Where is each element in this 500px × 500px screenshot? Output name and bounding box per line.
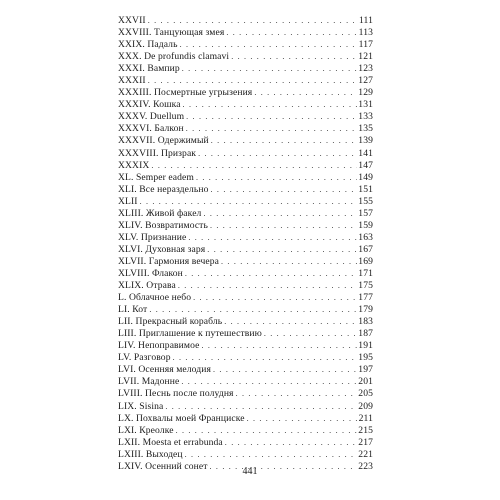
- toc-entry: [118, 292, 373, 304]
- toc-leader-dots: [254, 87, 357, 99]
- toc-leader-dots: [231, 51, 357, 63]
- toc-entry: [118, 87, 373, 99]
- toc-leader-dots: [225, 437, 358, 449]
- toc-entry-page: 201: [358, 376, 373, 388]
- toc-entry-title: LIX. Sisina: [118, 400, 164, 412]
- toc-entry: [118, 437, 373, 449]
- toc-entry: [118, 340, 373, 352]
- toc-leader-dots: [224, 316, 357, 328]
- table-of-contents: [118, 15, 373, 473]
- toc-leader-dots: [264, 328, 357, 340]
- toc-entry-title: XXXI. Вампир: [118, 63, 180, 75]
- toc-leader-dots: [188, 232, 357, 244]
- toc-leader-dots: [182, 63, 358, 75]
- toc-entry-title: XXXIX: [118, 159, 150, 171]
- toc-leader-dots: [186, 111, 357, 123]
- toc-leader-dots: [186, 123, 358, 135]
- toc-entry-page: 139: [358, 135, 373, 147]
- toc-entry-title: XLV. Признание: [118, 231, 187, 243]
- toc-entry-page: 149: [358, 171, 373, 183]
- toc-entry-title: LIV. Непоправимое: [118, 340, 200, 352]
- toc-entry: [118, 376, 373, 388]
- toc-entry-page: 133: [358, 111, 373, 123]
- toc-leader-dots: [185, 449, 358, 461]
- toc-entry-title: XL. Semper eadem: [118, 171, 194, 183]
- toc-entry-title: XXXIV. Кошка: [118, 99, 181, 111]
- toc-leader-dots: [185, 268, 357, 280]
- toc-entry-title: XXXVII. Одержимый: [118, 135, 209, 147]
- toc-entry-title: LVII. Мадонне: [118, 376, 180, 388]
- toc-entry-page: 129: [358, 87, 373, 99]
- toc-entry-page: 215: [358, 424, 373, 436]
- toc-leader-dots: [140, 196, 358, 208]
- toc-entry-page: 187: [358, 328, 373, 340]
- toc-entry-title: XXXIII. Посмертные угрызения: [118, 87, 253, 99]
- toc-entry-page: 159: [358, 219, 373, 231]
- toc-entry-page: 195: [358, 352, 373, 364]
- toc-entry-page: 147: [358, 159, 373, 171]
- toc-leader-dots: [203, 208, 357, 220]
- toc-entry-title: LXIII. Выходец: [118, 448, 183, 460]
- toc-entry-title: LIII. Приглашение к путешествию: [118, 328, 262, 340]
- toc-leader-dots: [210, 220, 357, 232]
- toc-leader-dots: [236, 388, 358, 400]
- toc-leader-dots: [207, 244, 357, 256]
- toc-entry-title: LII. Прекрасный корабль: [118, 316, 223, 328]
- toc-entry: [118, 268, 373, 280]
- toc-leader-dots: [148, 15, 358, 27]
- toc-entry-title: XLVI. Духовная заря: [118, 243, 206, 255]
- toc-entry: [118, 184, 373, 196]
- toc-entry: [118, 413, 373, 425]
- toc-entry: [118, 196, 373, 208]
- toc-entry-page: 177: [358, 292, 373, 304]
- toc-entry-title: XXXVIII. Призрак: [118, 147, 197, 159]
- toc-entry-page: 157: [358, 207, 373, 219]
- toc-entry: [118, 172, 373, 184]
- toc-leader-dots: [193, 292, 357, 304]
- toc-entry-title: XXXVI. Балкон: [118, 123, 184, 135]
- toc-entry-page: 167: [358, 243, 373, 255]
- toc-entry: [118, 388, 373, 400]
- toc-entry-title: XLI. Все нераздельно: [118, 183, 209, 195]
- toc-entry-page: 221: [358, 448, 373, 460]
- toc-leader-dots: [196, 172, 357, 184]
- toc-entry: [118, 99, 373, 111]
- toc-entry: [118, 316, 373, 328]
- toc-entry: [118, 123, 373, 135]
- toc-entry-title: XXIX. Падаль: [118, 39, 178, 51]
- toc-leader-dots: [213, 364, 357, 376]
- toc-entry: [118, 328, 373, 340]
- toc-leader-dots: [148, 75, 358, 87]
- toc-entry-page: 171: [358, 267, 373, 279]
- toc-entry-title: XLII: [118, 195, 138, 207]
- toc-leader-dots: [211, 135, 358, 147]
- toc-entry-title: XLIX. Отрава: [118, 280, 176, 292]
- toc-leader-dots: [151, 160, 357, 172]
- toc-entry: [118, 160, 373, 172]
- toc-entry: [118, 304, 373, 316]
- toc-entry-page: 151: [358, 183, 373, 195]
- toc-entry-title: XLVIII. Флакон: [118, 267, 183, 279]
- toc-leader-dots: [201, 340, 357, 352]
- toc-entry: [118, 401, 373, 413]
- toc-entry-title: XXVII: [118, 15, 146, 26]
- toc-entry: [118, 51, 373, 63]
- toc-entry-title: LXI. Креолке: [118, 424, 174, 436]
- toc-leader-dots: [149, 304, 357, 316]
- toc-entry-page: 175: [358, 280, 373, 292]
- toc-entry-title: LVIII. Песнь после полудня: [118, 388, 234, 400]
- toc-entry-title: L. Облачное небо: [118, 292, 192, 304]
- toc-entry: [118, 449, 373, 461]
- toc-entry-title: LV. Разговор: [118, 352, 171, 364]
- toc-leader-dots: [165, 401, 357, 413]
- toc-entry-title: LXIV. Осенний сонет: [118, 460, 208, 472]
- toc-entry-page: 179: [358, 304, 373, 316]
- toc-entry-page: 223: [358, 460, 373, 472]
- toc-entry-page: 113: [358, 27, 373, 39]
- toc-entry-title: XLVII. Гармония вечера: [118, 255, 220, 267]
- toc-entry-title: XXXII: [118, 75, 146, 87]
- toc-entry-page: 183: [358, 316, 373, 328]
- toc-entry-page: 111: [359, 15, 373, 26]
- toc-entry-page: 127: [358, 75, 373, 87]
- toc-entry-page: 197: [358, 364, 373, 376]
- toc-entry-title: XXX. De profundis clamavi: [118, 51, 230, 63]
- toc-entry: [118, 280, 373, 292]
- toc-leader-dots: [176, 425, 358, 437]
- toc-entry: [118, 27, 373, 39]
- toc-leader-dots: [221, 256, 357, 268]
- toc-leader-dots: [211, 184, 358, 196]
- toc-entry: [118, 135, 373, 147]
- toc-entry-title: XLIV. Возвратимость: [118, 219, 208, 231]
- toc-entry: [118, 208, 373, 220]
- toc-entry-page: 217: [358, 436, 373, 448]
- toc-entry-title: XLIII. Живой факел: [118, 207, 202, 219]
- toc-leader-dots: [183, 99, 358, 111]
- toc-entry-page: 131: [358, 99, 373, 111]
- toc-entry-title: LVI. Осенняя мелодия: [118, 364, 212, 376]
- toc-entry-page: 209: [358, 400, 373, 412]
- toc-entry: [118, 39, 373, 51]
- toc-entry: [118, 244, 373, 256]
- toc-entry: [118, 232, 373, 244]
- toc-entry-page: 205: [358, 388, 373, 400]
- toc-entry: [118, 148, 373, 160]
- toc-leader-dots: [178, 280, 357, 292]
- toc-entry: [118, 63, 373, 75]
- toc-entry-page: 169: [358, 255, 373, 267]
- toc-leader-dots: [226, 27, 357, 39]
- toc-entry-page: 163: [358, 231, 373, 243]
- toc-leader-dots: [198, 148, 357, 160]
- toc-entry-title: LXII. Moesta et errabunda: [118, 436, 223, 448]
- toc-entry: [118, 352, 373, 364]
- toc-entry-page: 191: [358, 340, 373, 352]
- toc-entry: [118, 256, 373, 268]
- toc-entry: [118, 75, 373, 87]
- page-number: 441: [242, 466, 258, 477]
- toc-entry-title: LX. Похвалы моей Франциске: [118, 412, 245, 424]
- toc-entry: [118, 15, 373, 27]
- toc-entry: [118, 425, 373, 437]
- toc-leader-dots: [180, 39, 358, 51]
- toc-entry-page: 211: [358, 412, 373, 424]
- toc-leader-dots: [173, 352, 358, 364]
- toc-entry-title: XXVIII. Танцующая змея: [118, 27, 225, 39]
- toc-entry-page: 121: [358, 51, 373, 63]
- toc-entry-title: LI. Кот: [118, 304, 148, 316]
- toc-entry-page: 155: [358, 195, 373, 207]
- toc-entry: [118, 111, 373, 123]
- toc-leader-dots: [247, 413, 358, 425]
- toc-entry-page: 141: [358, 147, 373, 159]
- toc-leader-dots: [181, 376, 357, 388]
- toc-entry: [118, 364, 373, 376]
- toc-entry: [118, 220, 373, 232]
- toc-entry-page: 123: [358, 63, 373, 75]
- toc-entry-title: XXXV. Duellum: [118, 111, 185, 123]
- toc-entry-page: 135: [358, 123, 373, 135]
- toc-entry-page: 117: [358, 39, 373, 51]
